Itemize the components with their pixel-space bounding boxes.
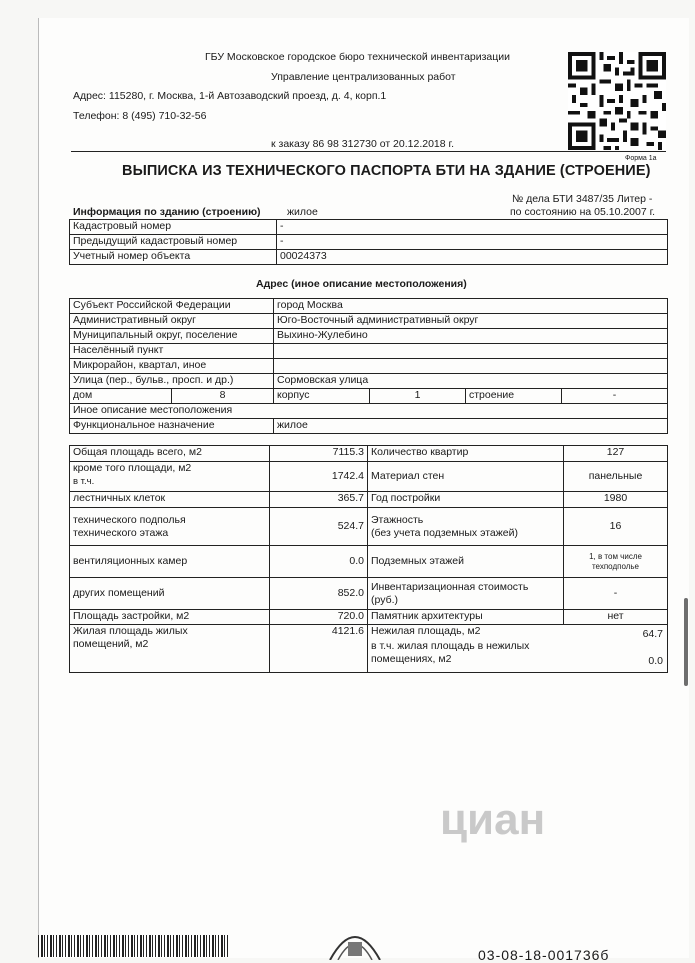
area-table [69,445,668,673]
org-name: ГБУ Московское городское бюро технической инвентаризации [205,51,511,63]
state-date: по состоянию на 05.10.2007 г. [510,206,656,218]
okrug-value: Юго-Восточный административный округ [274,314,668,329]
address-title: Адрес (иное описание местоположения) [256,278,467,290]
district-value [274,359,668,374]
extra-area-value: 1742.4 [270,462,368,492]
row-value: - [277,220,668,235]
flats-label: Количество квартир [368,446,564,462]
scrollbar[interactable] [684,598,688,686]
locality-label: Населённый пункт [70,344,274,359]
row-label: Предыдущий кадастровый номер [70,235,277,250]
architecture-value: нет [564,610,668,625]
address-table [69,298,668,434]
locality-value [274,344,668,359]
row-value: - [277,235,668,250]
stairs-value: 365.7 [270,492,368,508]
nonliving-value: 64.7 [642,628,663,640]
year-value: 1980 [564,492,668,508]
tech-area-value: 524.7 [270,508,368,546]
tech-area-label: технического подполья технического этажа [70,508,270,546]
building-label: корпус [274,389,370,404]
okrug-label: Административный округ [70,314,274,329]
info-value: жилое [287,206,318,218]
function-value: жилое [274,419,668,434]
footer-number: 03-08-18-001736б [478,947,610,963]
walls-value: панельные [564,462,668,492]
stairs-label: лестничных клеток [70,492,270,508]
function-label: Функциональное назначение [70,419,274,434]
table-row [70,235,668,250]
floors-label: Этажность (без учета подземных этажей) [368,508,564,546]
form-label: Форма 1а [625,155,657,162]
case-number: № дела БТИ 3487/35 Литер - [512,193,653,205]
row-value: 00024373 [277,250,668,265]
street-label: Улица (пер., бульв., просп. и др.) [70,374,274,389]
order-number: к заказу 86 98 312730 от 20.12.2018 г. [271,138,454,150]
nonliving-label: Нежилая площадь, м2 [371,625,481,637]
underground-label: Подземных этажей [368,546,564,578]
living-area-value: 4121.6 [270,625,368,673]
subject-label: Субъект Российской Федерации [70,299,274,314]
living-area-label: Жилая площадь жилых помещений, м2 [70,625,270,673]
included-value: 0.0 [648,655,663,667]
cost-value: - [564,578,668,610]
barcode-icon [38,935,228,957]
vent-value: 0.0 [270,546,368,578]
other-location-label: Иное описание местоположения [70,404,668,419]
qr-code-icon [568,52,666,150]
info-label: Информация по зданию (строению) [73,206,261,218]
municipal-value: Выхино-Жулебино [274,329,668,344]
vent-label: вентиляционных камер [70,546,270,578]
underground-value: 1, в том числе техподполье [564,546,668,578]
table-row [70,220,668,235]
build-area-value: 720.0 [270,610,368,625]
cost-label: Инвентаризационная стоимость (руб.) [368,578,564,610]
architecture-label: Памятник архитектуры [368,610,564,625]
flats-value: 127 [564,446,668,462]
info-table [69,219,668,265]
other-rooms-value: 852.0 [270,578,368,610]
year-label: Год постройки [368,492,564,508]
municipal-label: Муниципальный округ, поселение [70,329,274,344]
house-value: 8 [172,389,274,404]
extra-area-label: кроме того площади, м2 в т.ч. [70,462,270,492]
nonliving-cell [368,625,668,673]
street-value: Сормовская улица [274,374,668,389]
structure-label: строение [466,389,562,404]
walls-label: Материал стен [368,462,564,492]
row-label: Кадастровый номер [70,220,277,235]
building-value: 1 [370,389,466,404]
subject-value: город Москва [274,299,668,314]
district-label: Микрорайон, квартал, иное [70,359,274,374]
total-area-label: Общая площадь всего, м2 [70,446,270,462]
structure-value: - [562,389,668,404]
included-label: в т.ч. жилая площадь в нежилых помещениях, м2 [371,640,530,665]
org-address: Адрес: 115280, г. Москва, 1-й Автозаводский проезд, д. 4, корп.1 [73,90,387,102]
watermark-logo: циан [440,795,546,844]
total-area-value: 7115.3 [270,446,368,462]
stamp-seal-icon [326,922,384,960]
floors-value: 16 [564,508,668,546]
header-divider [71,151,666,152]
row-label: Учетный номер объекта [70,250,277,265]
build-area-label: Площадь застройки, м2 [70,610,270,625]
house-label: дом [70,389,172,404]
document-title: ВЫПИСКА ИЗ ТЕХНИЧЕСКОГО ПАСПОРТА БТИ НА ЗДАНИЕ (СТРОЕНИЕ) [122,163,651,179]
other-rooms-label: других помещений [70,578,270,610]
department: Управление централизованных работ [271,71,456,83]
table-row [70,250,668,265]
org-phone: Телефон: 8 (495) 710-32-56 [73,110,207,122]
